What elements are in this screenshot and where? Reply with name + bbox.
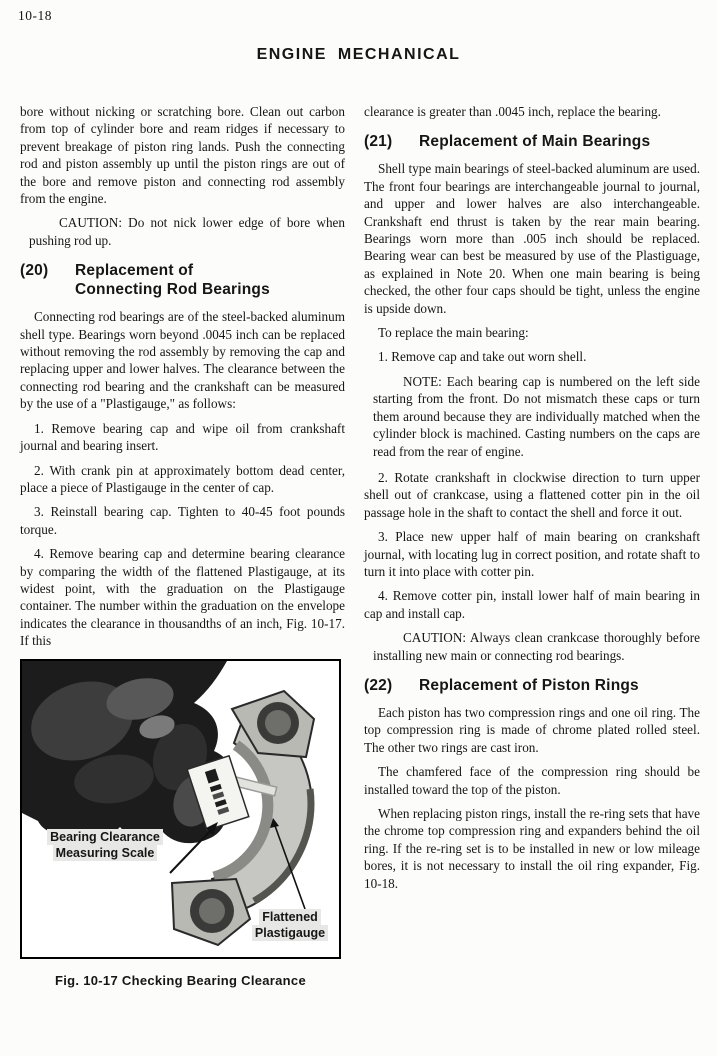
left-column bbox=[20, 103, 345, 1056]
step-item: 3. Reinstall bearing cap. Tighten to 40-45 foot pounds torque. bbox=[20, 504, 345, 537]
page-number: 10-18 bbox=[18, 8, 52, 23]
step-item: 1. Remove bearing cap and wipe oil from crankshaft journal and bearing insert. bbox=[20, 420, 345, 454]
paragraph-replace-intro: To replace the main bearing: bbox=[378, 325, 529, 341]
step-item: 4. Remove cotter pin, install lower half of main bearing in cap and install cap. bbox=[364, 588, 700, 621]
label-line: Plastigauge bbox=[252, 925, 328, 941]
label-line: Measuring Scale bbox=[53, 845, 158, 861]
section-title: Replacement of Piston Rings bbox=[419, 676, 639, 694]
page-title: ENGINE MECHANICAL bbox=[256, 46, 461, 63]
step-item: 1. Remove cap and take out worn shell. bbox=[378, 349, 587, 365]
section-heading-21 bbox=[364, 132, 700, 151]
label-line: Flattened bbox=[259, 909, 321, 925]
section-title: Replacement of Main Bearings bbox=[419, 133, 651, 151]
paragraph-rod-bearings-intro: Connecting rod bearings are of the steel-backed aluminum shell type. Bearings worn beyond .0045 inch can be replaced without removing the rod assembly by removing the cap and replacing upper and lower halves. The clearance between the connecting rod bearing and the crankshaft can be measured by the use of a "Plastigauge," as follows: bbox=[20, 309, 345, 412]
step-item: 4. Remove bearing cap and determine bearing clearance by comparing the width of the flattened Plastigauge, at its widest point, with the graduation on the Plastigauge container. The number within the graduation on the envelope indicates the clearance in thousandths of an inch, Fig. 10-17. If this bbox=[20, 546, 345, 649]
section-number: (21) bbox=[364, 133, 393, 151]
paragraph-piston-rings-3: When replacing piston rings, install the re-ring sets that have the chrome top compression ring and expanders behind the oil ring. If the re-ring set is to be installed in new or low mileage bores, it is not necessary to install the oil ring expander, Fig. 10-18. bbox=[364, 806, 700, 891]
figure-checking-bearing-clearance bbox=[20, 659, 341, 959]
step-item: 3. Place new upper half of main bearing on crankshaft journal, with locating lug in correct position, and rotate shaft to turn it into place with cotter pin. bbox=[364, 529, 700, 579]
paragraph-piston-rings-2: The chamfered face of the compression ring should be installed toward the top of the piston. bbox=[364, 764, 700, 797]
caution-nick-bore: CAUTION: Do not nick lower edge of bore when pushing rod up. bbox=[29, 215, 345, 248]
paragraph-bore-continuation: bore without nicking or scratching bore. Clean out carbon from top of cylinder bore and ream ridges if necessary to prevent breakage of piston ring lands. Push the connecting rod and piston assembly up until the piston rings are out of the bore and remove piston and connecting rod assembly from the engine. bbox=[20, 104, 345, 207]
paragraph-piston-rings-1: Each piston has two compression rings and one oil ring. The top compression ring is made of chrome plated rolled steel. The other two rings are cast iron. bbox=[364, 704, 700, 755]
paragraph-clearance-continuation: clearance is greater than .0045 inch, replace the bearing. bbox=[364, 104, 661, 119]
label-bearing-clearance-scale bbox=[40, 829, 170, 861]
two-column-layout bbox=[20, 103, 700, 1056]
section-number: (22) bbox=[364, 676, 393, 694]
section-number: (20) bbox=[20, 262, 49, 280]
paragraph-main-bearings-intro: Shell type main bearings of steel-backed aluminum are used. The front four bearings are interchangeable journal to journal, and upper and lower halves are also interchangeable. Crankshaft end thrust is taken by the rear main bearing. Bearings worn more than .005 inch should be replaced. Bearing wear can best be measured by use of the Plastiguage, as explained in Note 20. When one main bearing is being checked, the other four caps should be tight, unless the engine is upside down. bbox=[364, 161, 700, 316]
note-bearing-cap-numbering: NOTE: Each bearing cap is numbered on the left side starting from the front. Do not mismatch these caps or turn them around because they are individually matched when the cylinder block is machined. Casting numbers on the caps are read from the rear of engine. bbox=[373, 373, 700, 459]
section-title-line1: Replacement of bbox=[75, 262, 194, 280]
section-heading-20 bbox=[20, 261, 345, 299]
caution-clean-crankcase: CAUTION: Always clean crankcase thoroughly before installing new main or connecting rod bearings. bbox=[373, 630, 700, 663]
step-item: 2. Rotate crankshaft in clockwise direction to turn upper shell out of crankcase, using a flattened cotter pin in the oil passage hole in the shaft to contact the shell and force it out. bbox=[364, 469, 700, 520]
figure-caption: Fig. 10-17 Checking Bearing Clearance bbox=[55, 972, 306, 988]
right-column bbox=[364, 103, 700, 1056]
section-title-line2: Connecting Rod Bearings bbox=[75, 281, 270, 299]
step-item: 2. With crank pin at approximately bottom dead center, place a piece of Plastigauge in the center of cap. bbox=[20, 462, 345, 495]
label-line: Bearing Clearance bbox=[47, 829, 163, 845]
section-heading-22 bbox=[364, 676, 700, 695]
label-flattened-plastigauge bbox=[244, 909, 336, 941]
section-title bbox=[75, 261, 345, 299]
